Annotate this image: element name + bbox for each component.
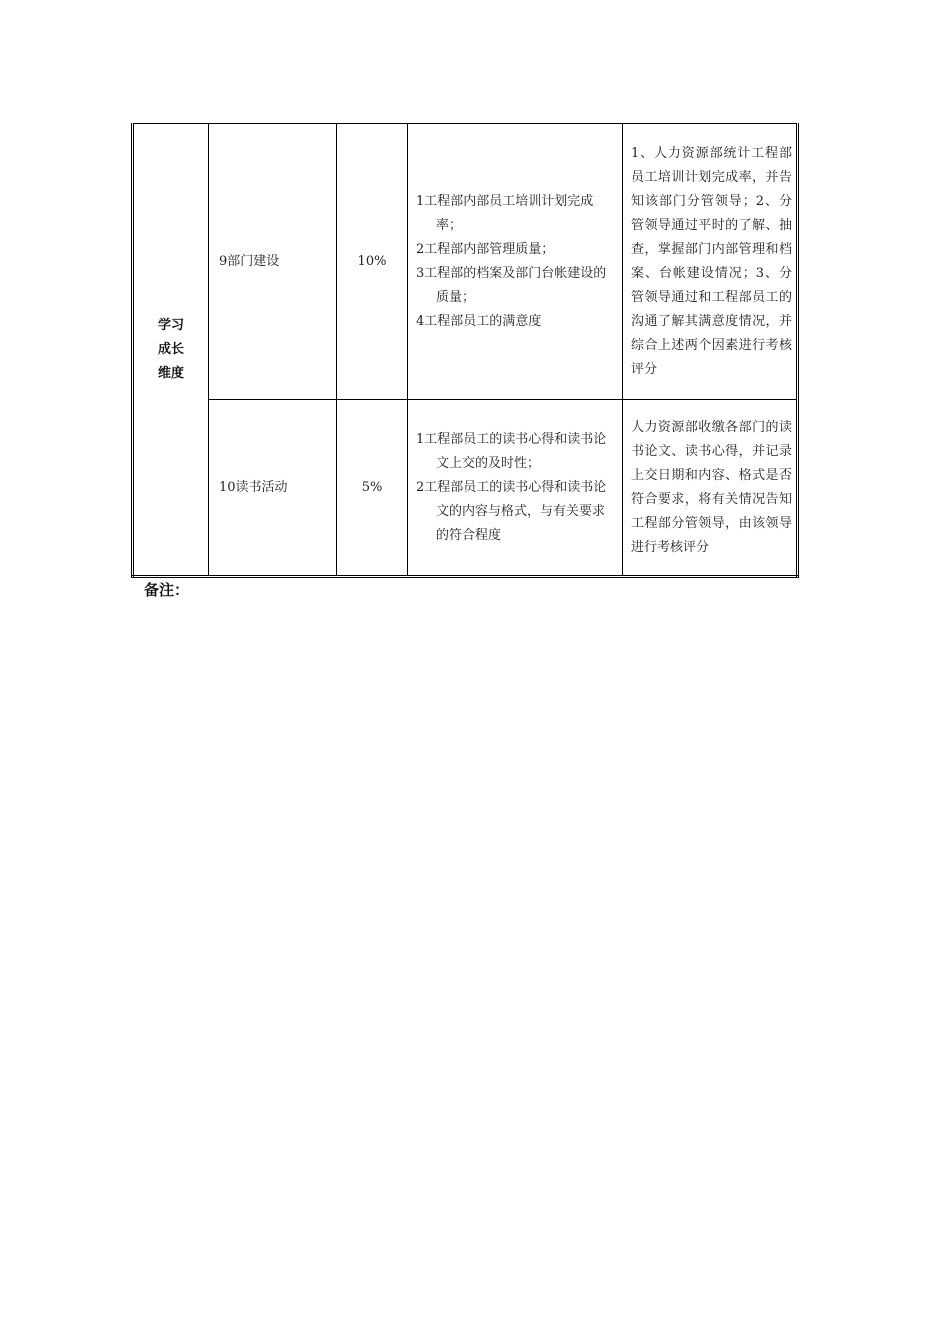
dimension-cell (133, 124, 209, 577)
weight-value: 10% (357, 253, 387, 269)
item-name: 10读书活动 (219, 479, 288, 495)
criteria-line: 3工程部的档案及部门台帐建设的质量； (416, 265, 607, 305)
weight-cell (337, 400, 408, 577)
dimension-label: 学习 成长 维度 (157, 317, 184, 381)
item-cell (209, 400, 337, 577)
criteria-line: 2工程部内部管理质量； (416, 241, 555, 257)
item-cell (209, 124, 337, 400)
criteria-cell (408, 124, 623, 400)
criteria-line: 2工程部员工的读书心得和读书论文的内容与格式，与有关要求的符合程度 (416, 479, 607, 543)
criteria-cell (408, 400, 623, 577)
method-cell (623, 124, 798, 400)
criteria-line: 4工程部员工的满意度 (416, 313, 542, 329)
criteria-line: 1工程部内部员工培训计划完成率； (416, 193, 594, 233)
method-cell (623, 400, 798, 577)
criteria-line: 1工程部员工的读书心得和读书论文上交的及时性； (416, 431, 607, 471)
method-text: 人力资源部收缴各部门的读书论文、读书心得，并记录上交日期和内容、格式是否符合要求，将有关情况告知工程部分管领导，由该领导进行考核评分 (631, 419, 792, 555)
weight-cell (337, 124, 408, 400)
item-name: 9部门建设 (219, 253, 280, 269)
table-row (133, 124, 798, 400)
assessment-table (131, 123, 799, 578)
method-text: 1、人力资源部统计工程部员工培训计划完成率，并告知该部门分管领导；2、分管领导通过平时的了解、抽查，掌握部门内部管理和档案、台帐建设情况；3、分管领导通过和工程部员工的沟通了解其满意度情况，并综合上述两个因素进行考核评分 (631, 145, 792, 377)
weight-value: 5% (361, 479, 383, 495)
table-row (133, 400, 798, 577)
remark-label: 备注： (144, 581, 190, 599)
